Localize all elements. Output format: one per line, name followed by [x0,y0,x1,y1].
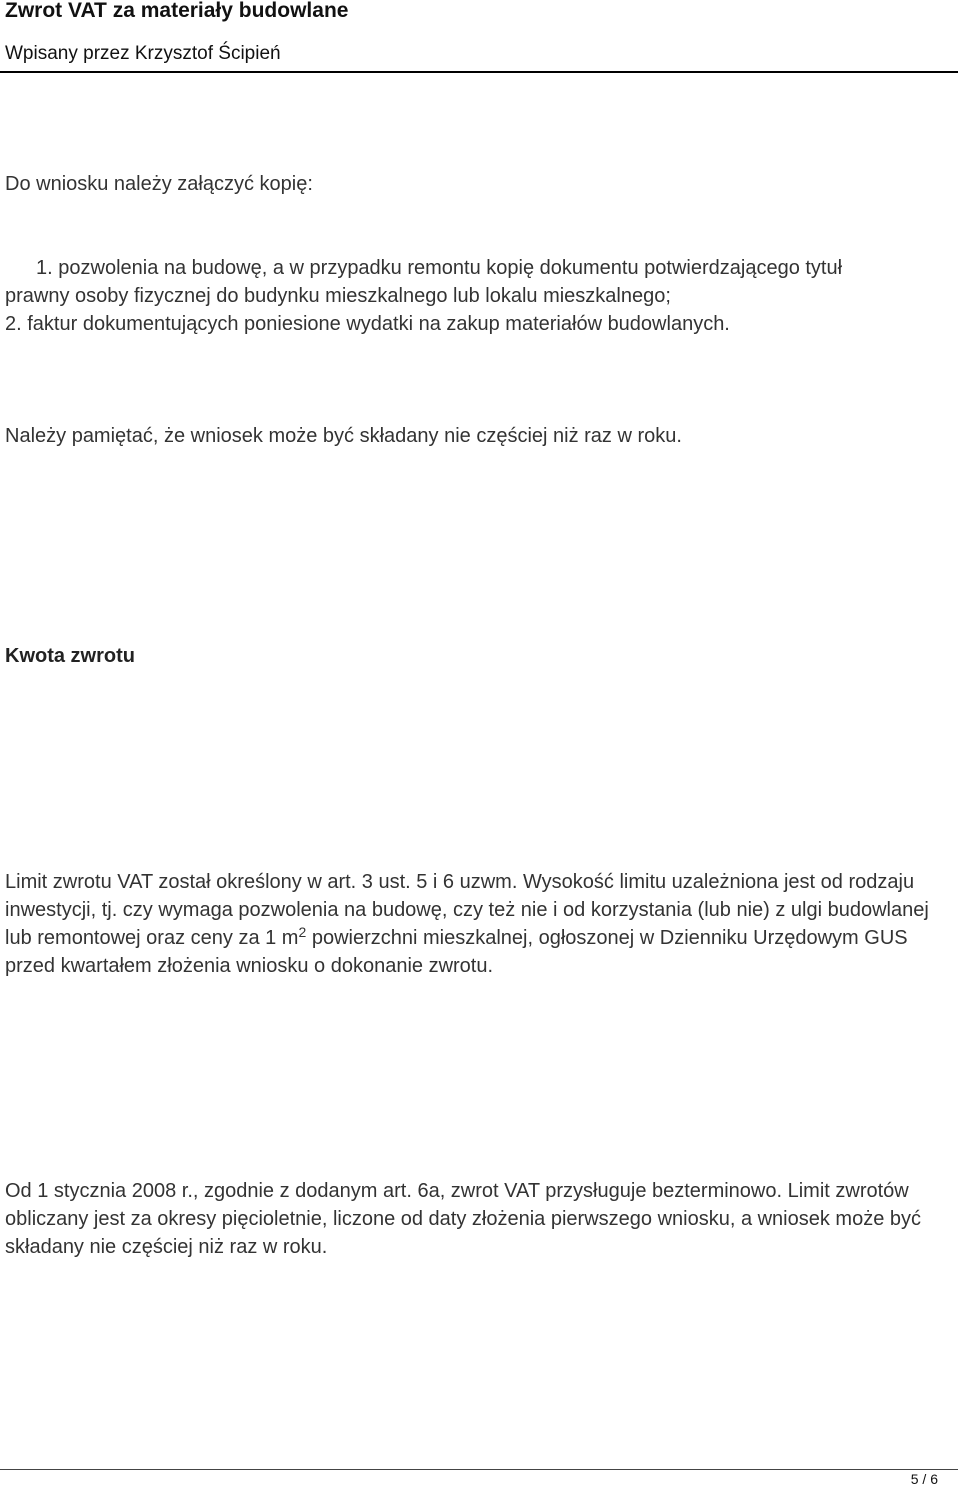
header-divider [0,71,958,73]
list-item [5,254,955,310]
intro-paragraph: Do wniosku należy załączyć kopię: [5,173,313,195]
page-number: 5 / 6 [910,1471,938,1487]
since-2008-paragraph: Od 1 stycznia 2008 r., zgodnie z dodanym art. 6a, zwrot VAT przysługuje bezterminowo. Limit zwrotów obliczany jest za okresy pięcioletnie, liczone od daty złożenia pierwszego wniosku, a wniosek może być składany nie częściej niż raz w roku. [5,1180,922,1258]
limit-paragraph [5,868,955,980]
list-item-number: 1. [36,257,53,279]
list-item-text: pozwolenia na budowę, a w przypadku remontu kopię dokumentu potwierdzającego tytuł [58,257,843,279]
list-item-text: faktur dokumentujących poniesione wydatki na zakup materiałów budowlanych. [27,313,730,335]
limit-text-continued: powierzchni mieszkalnej, ogłoszonej w Dzienniku Urzędowym GUS przed kwartałem złożenia wniosku o dokonanie zwrotu. [5,927,908,977]
limit-text: Limit zwrotu VAT został określony w art. 3 ust. 5 i 6 uzwm. Wysokość limitu uzależniona jest od rodzaju inwestycji, tj. czy wymaga pozwolenia na budowę, czy też nie i od korzystania (lub nie) z ulgi budowlanej lub remontowej oraz ceny za 1 m [5,871,929,949]
list-item [5,310,955,338]
section-heading: Kwota zwrotu [5,645,135,667]
reminder-paragraph: Należy pamiętać, że wniosek może być składany nie częściej niż raz w roku. [5,425,682,447]
footer-divider [0,1469,958,1470]
square-meter-superscript: 2 [298,924,307,940]
author-line: Wpisany przez Krzysztof Ścipień [5,43,281,64]
list-item-number: 2. [5,313,22,335]
list-item-text-continued: prawny osoby fizycznej do budynku mieszkalnego lub lokalu mieszkalnego; [5,285,671,307]
document-title: Zwrot VAT za materiały budowlane [5,0,349,22]
attachment-list [5,254,955,338]
